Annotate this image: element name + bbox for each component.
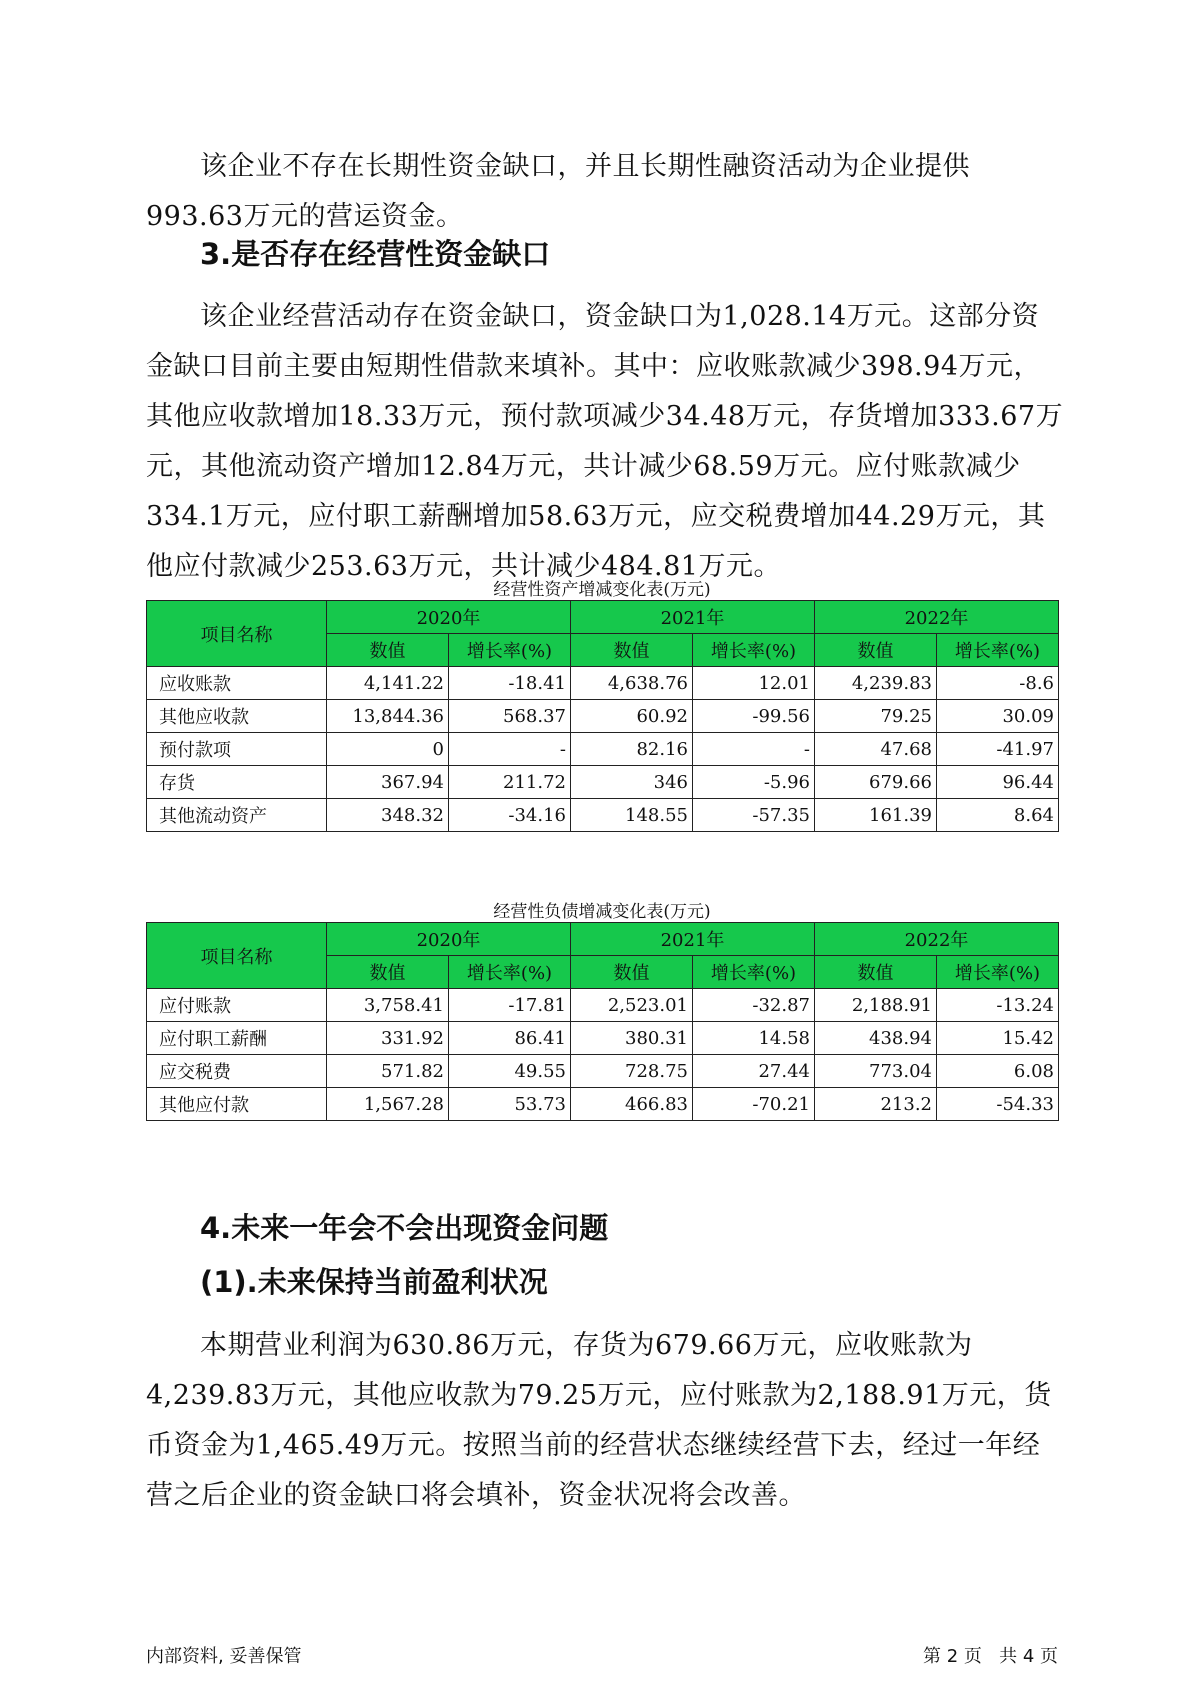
table-row [147, 667, 1059, 700]
header-value: 数值 [815, 956, 937, 989]
table-cell: 79.25 [815, 700, 937, 733]
table-cell: 0 [327, 733, 449, 766]
table-cell: 438.94 [815, 1022, 937, 1055]
table-cell: 773.04 [815, 1055, 937, 1088]
row-label: 其他应付款 [147, 1088, 327, 1121]
header-growth: 增长率(%) [449, 956, 571, 989]
table-cell: -41.97 [937, 733, 1059, 766]
header-year-2021: 2021年 [571, 923, 815, 956]
table-cell: 53.73 [449, 1088, 571, 1121]
row-label: 应付职工薪酬 [147, 1022, 327, 1055]
table-cell: 13,844.36 [327, 700, 449, 733]
row-label: 其他流动资产 [147, 799, 327, 832]
header-year-2022: 2022年 [815, 601, 1059, 634]
row-label: 预付款项 [147, 733, 327, 766]
heading-future-funds: 4.未来一年会不会出现资金问题 [200, 1211, 609, 1245]
header-item-name: 项目名称 [147, 601, 327, 667]
table-cell: -18.41 [449, 667, 571, 700]
table-cell: -57.35 [693, 799, 815, 832]
table-row [147, 733, 1059, 766]
table-row [147, 799, 1059, 832]
table-cell: 211.72 [449, 766, 571, 799]
table-cell: 8.64 [937, 799, 1059, 832]
table-cell: 4,638.76 [571, 667, 693, 700]
table-cell: 47.68 [815, 733, 937, 766]
table-cell: 2,523.01 [571, 989, 693, 1022]
paragraph-operating-gap: 该企业经营活动存在资金缺口，资金缺口为1,028.14万元。这部分资金缺口目前主要由短期性借款来填补。其中：应收账款减少398.94万元，其他应收款增加18.33万元，预付款项减少34.48万元，存货增加333.67万元，其他流动资产增加12.84万元，共计减少68.59万元。应付账款减少334.1万元，应付职工薪酬增加58.63万元，应交税费增加44.29万元，其他应付款减少253.63万元，共计减少484.81万元。 [146, 301, 1064, 582]
row-label: 存货 [147, 766, 327, 799]
header-growth: 增长率(%) [937, 634, 1059, 667]
table-cell: 3,758.41 [327, 989, 449, 1022]
header-value: 数值 [571, 956, 693, 989]
table-cell: -34.16 [449, 799, 571, 832]
row-label: 应收账款 [147, 667, 327, 700]
table-cell: 380.31 [571, 1022, 693, 1055]
table-cell: 331.92 [327, 1022, 449, 1055]
table-cell: 367.94 [327, 766, 449, 799]
table-cell: 728.75 [571, 1055, 693, 1088]
header-year-2021: 2021年 [571, 601, 815, 634]
table-cell: -99.56 [693, 700, 815, 733]
table-cell: 14.58 [693, 1022, 815, 1055]
row-label: 应交税费 [147, 1055, 327, 1088]
paragraph-future-outlook: 本期营业利润为630.86万元，存货为679.66万元，应收账款为4,239.83万元，其他应收款为79.25万元，应付账款为2,188.91万元，货币资金为1,465.49万元。按照当前的经营状态继续经营下去，经过一年经营之后企业的资金缺口将会填补，资金状况将会改善。 [146, 1330, 1052, 1511]
table-cell: 679.66 [815, 766, 937, 799]
header-item-name: 项目名称 [147, 923, 327, 989]
table-cell: 82.16 [571, 733, 693, 766]
header-value: 数值 [571, 634, 693, 667]
table-cell: -5.96 [693, 766, 815, 799]
row-label: 应付账款 [147, 989, 327, 1022]
header-year-2022: 2022年 [815, 923, 1059, 956]
table-cell: 348.32 [327, 799, 449, 832]
table-cell: 568.37 [449, 700, 571, 733]
table-cell: 161.39 [815, 799, 937, 832]
table-row [147, 1055, 1059, 1088]
header-value: 数值 [815, 634, 937, 667]
liability-table-caption: 经营性负债增减变化表(万元) [493, 902, 711, 922]
header-year-2020: 2020年 [327, 923, 571, 956]
table-cell: 1,567.28 [327, 1088, 449, 1121]
heading-operating-gap: 3.是否存在经营性资金缺口 [200, 237, 551, 271]
header-growth: 增长率(%) [449, 634, 571, 667]
table-row [147, 1022, 1059, 1055]
table-cell: 49.55 [449, 1055, 571, 1088]
subheading-current-profit: (1).未来保持当前盈利状况 [200, 1265, 548, 1299]
header-value: 数值 [327, 634, 449, 667]
table-cell: 96.44 [937, 766, 1059, 799]
table-cell: 15.42 [937, 1022, 1059, 1055]
table-cell: 213.2 [815, 1088, 937, 1121]
table-cell: - [693, 733, 815, 766]
asset-change-table [146, 600, 1059, 832]
table-cell: 4,239.83 [815, 667, 937, 700]
table-cell: 571.82 [327, 1055, 449, 1088]
table-cell: -17.81 [449, 989, 571, 1022]
header-growth: 增长率(%) [693, 956, 815, 989]
table-cell: -32.87 [693, 989, 815, 1022]
table-cell: 4,141.22 [327, 667, 449, 700]
row-label: 其他应收款 [147, 700, 327, 733]
table-row [147, 1088, 1059, 1121]
header-growth: 增长率(%) [937, 956, 1059, 989]
table-cell: 6.08 [937, 1055, 1059, 1088]
table-cell: -54.33 [937, 1088, 1059, 1121]
header-growth: 增长率(%) [693, 634, 815, 667]
table-row [147, 766, 1059, 799]
table-cell: 466.83 [571, 1088, 693, 1121]
table-cell: 60.92 [571, 700, 693, 733]
table-cell: 86.41 [449, 1022, 571, 1055]
footer-page-number: 第 2 页 共 4 页 [923, 1646, 1058, 1667]
liability-change-table [146, 922, 1059, 1121]
asset-table-caption: 经营性资产增减变化表(万元) [493, 580, 711, 600]
table-row [147, 700, 1059, 733]
table-cell: -13.24 [937, 989, 1059, 1022]
header-year-2020: 2020年 [327, 601, 571, 634]
table-cell: 30.09 [937, 700, 1059, 733]
table-cell: 12.01 [693, 667, 815, 700]
table-row [147, 989, 1059, 1022]
table-cell: -70.21 [693, 1088, 815, 1121]
table-cell: - [449, 733, 571, 766]
paragraph-long-term-gap: 该企业不存在长期性资金缺口，并且长期性融资活动为企业提供993.63万元的营运资金。 [146, 151, 970, 232]
footer-confidential-note: 内部资料, 妥善保管 [146, 1646, 302, 1667]
table-cell: -8.6 [937, 667, 1059, 700]
table-cell: 2,188.91 [815, 989, 937, 1022]
table-cell: 27.44 [693, 1055, 815, 1088]
table-cell: 346 [571, 766, 693, 799]
table-cell: 148.55 [571, 799, 693, 832]
header-value: 数值 [327, 956, 449, 989]
